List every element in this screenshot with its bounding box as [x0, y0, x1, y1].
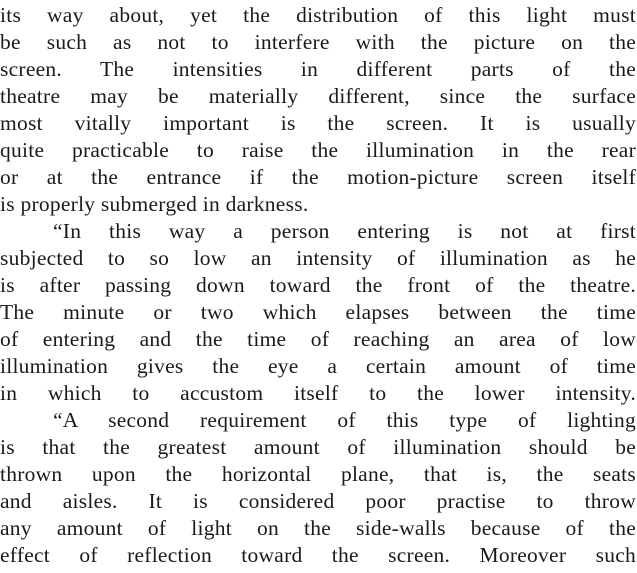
- text-line: is after passing down toward the front of the theatre.: [0, 274, 636, 297]
- text-line: in which to accustom itself to the lower intensity.: [0, 382, 636, 405]
- text-line: any amount of light on the side-walls because of the: [0, 517, 636, 540]
- text-line: illumination gives the eye a certain amount of time: [0, 355, 636, 378]
- text-line: “In this way a person entering is not at first: [53, 220, 636, 243]
- text-line: of entering and the time of reaching an area of low: [0, 328, 636, 351]
- text-line: thrown upon the horizontal plane, that is, the seats: [0, 463, 636, 486]
- text-line: quite practicable to raise the illumination in the rear: [0, 139, 636, 162]
- text-line: its way about, yet the distribution of this light must: [0, 4, 636, 27]
- text-line: The minute or two which elapses between the time: [0, 301, 636, 324]
- text-line: and aisles. It is considered poor practise to throw: [0, 490, 636, 513]
- text-line: be such as not to interfere with the picture on the: [0, 31, 636, 54]
- text-line: subjected to so low an intensity of illumination as he: [0, 247, 636, 270]
- text-line: most vitally important is the screen. It is usually: [0, 112, 636, 135]
- text-line: is that the greatest amount of illumination should be: [0, 436, 636, 459]
- text-line: or at the entrance if the motion-picture screen itself: [0, 166, 636, 189]
- text-line: effect of reflection toward the screen. Moreover such: [0, 544, 636, 567]
- text-line: “A second requirement of this type of lighting: [53, 409, 636, 432]
- text-line: is properly submerged in darkness.: [0, 193, 309, 216]
- text-line: screen. The intensities in different parts of the: [0, 58, 636, 81]
- text-line: theatre may be materially different, since the surface: [0, 85, 636, 108]
